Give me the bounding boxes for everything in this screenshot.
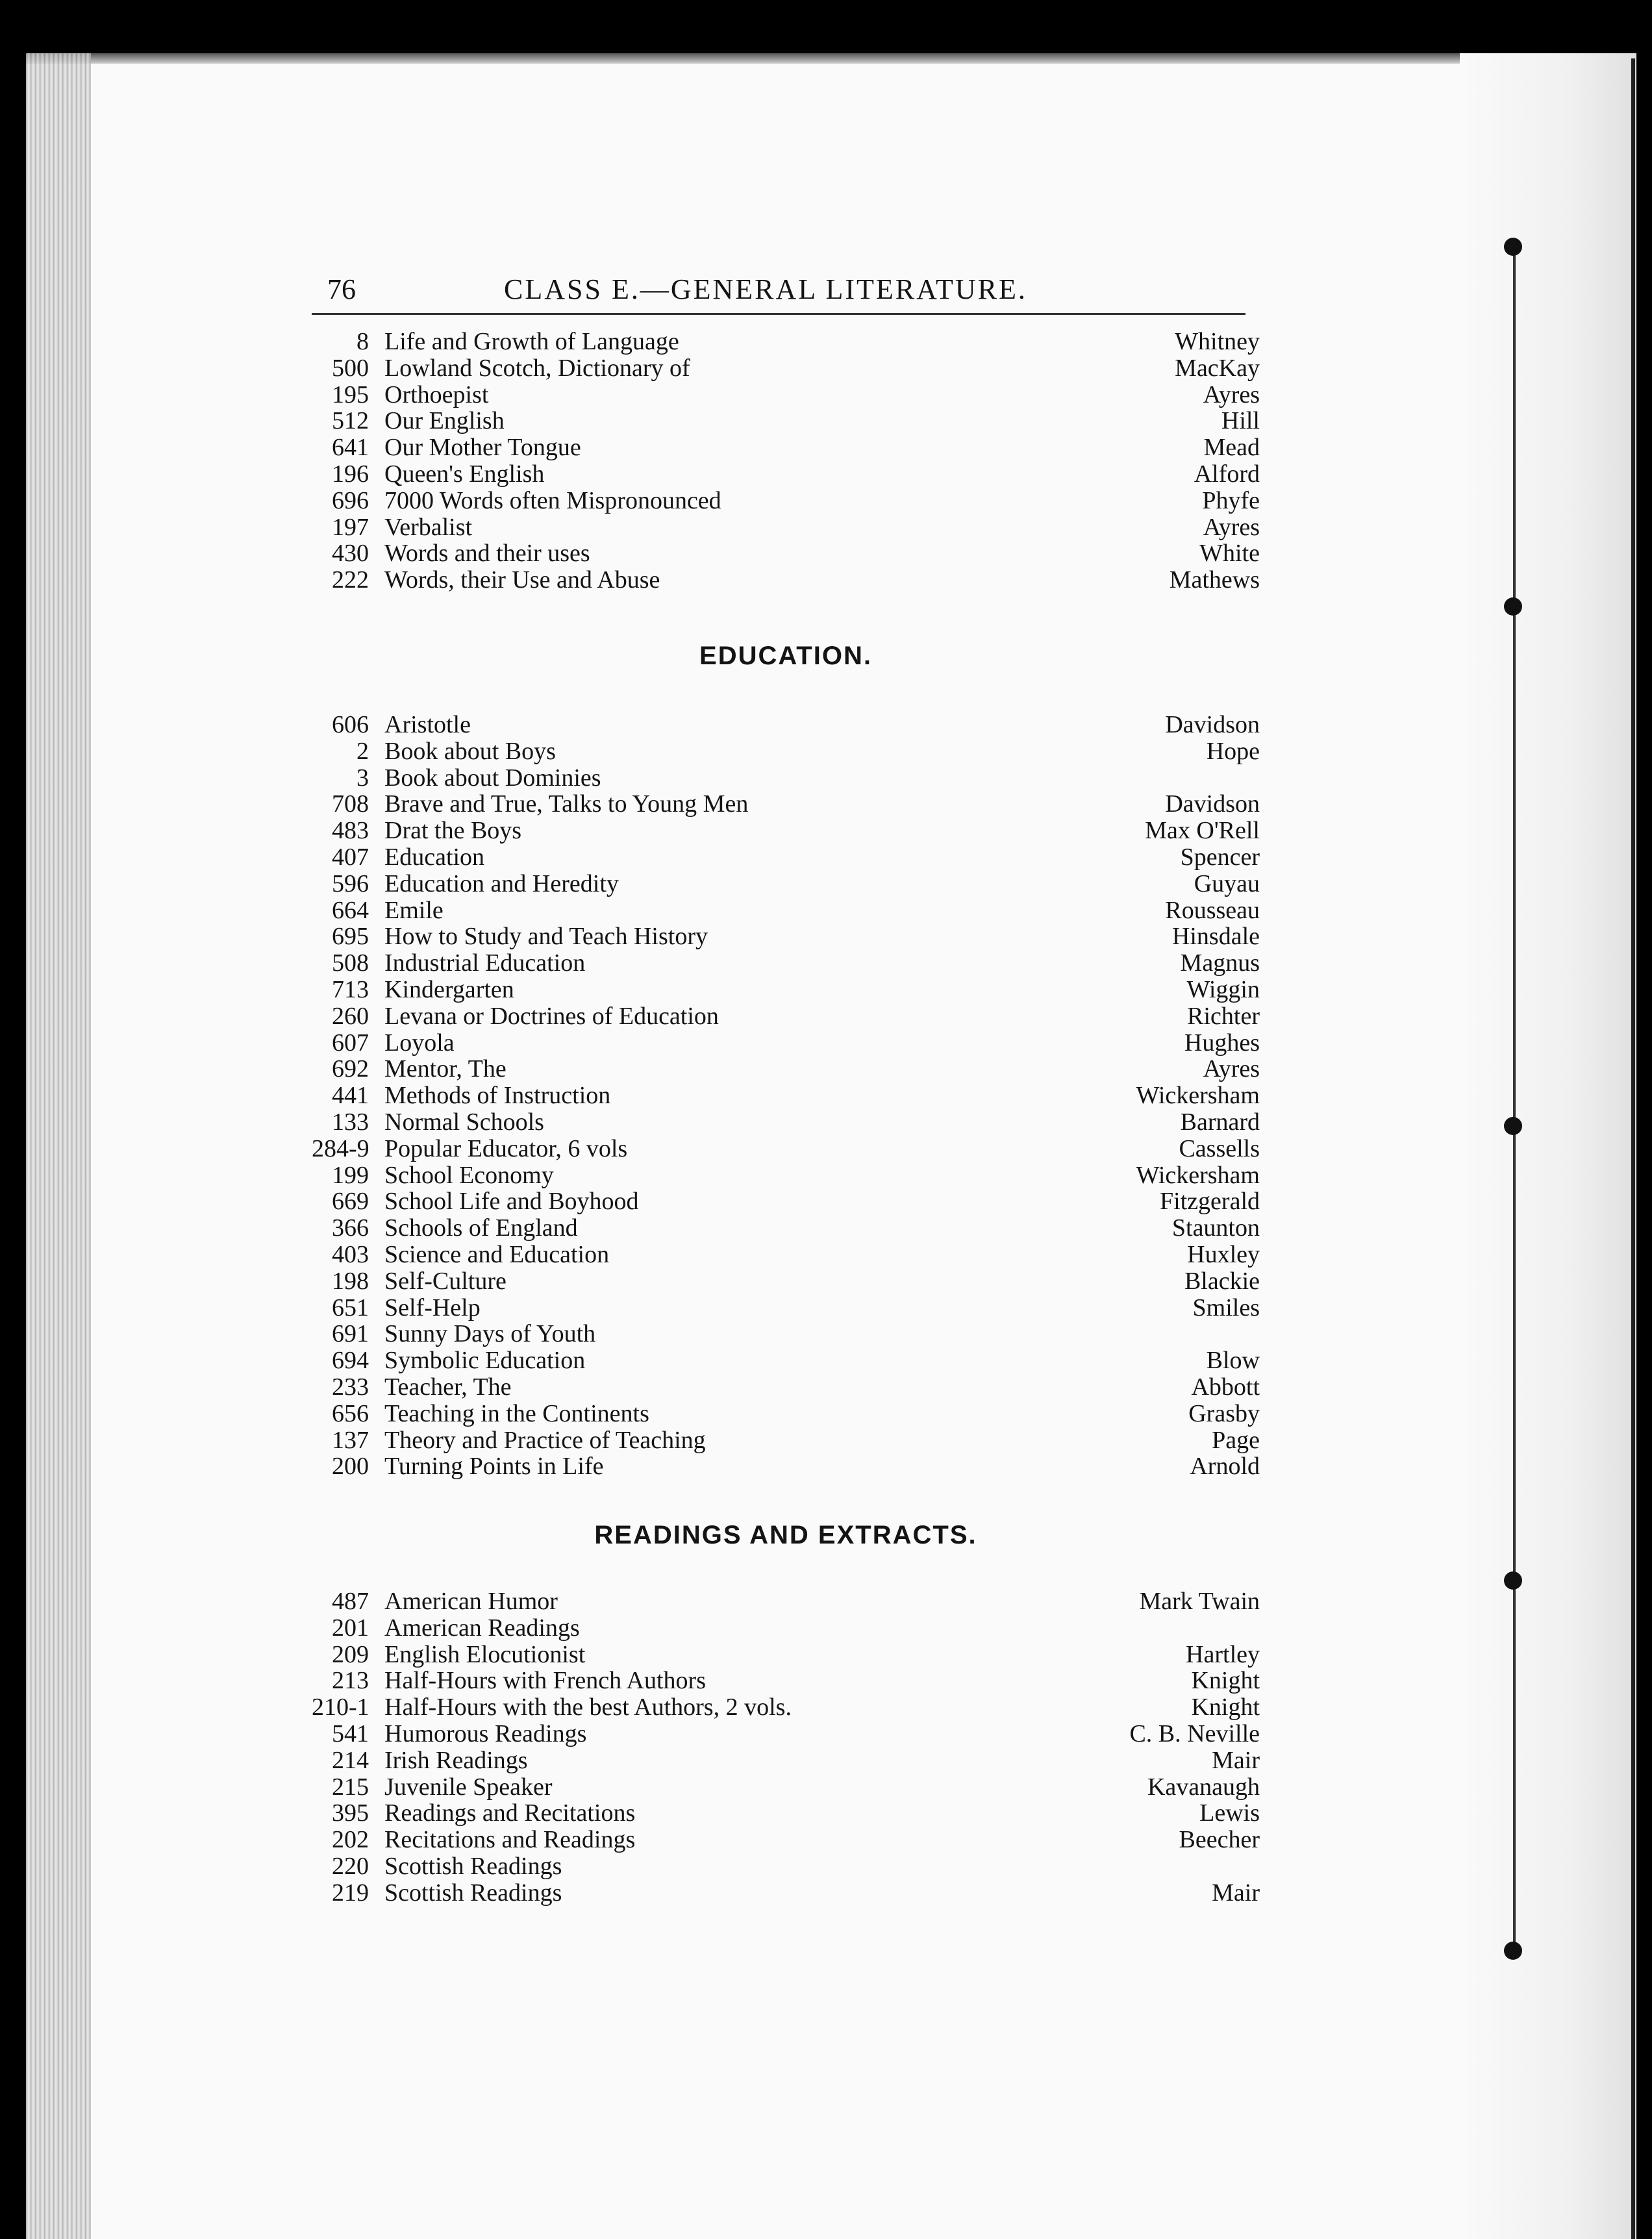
entry-author: Fitzgerald	[1159, 1188, 1260, 1216]
section-heading-education: EDUCATION.	[699, 642, 872, 670]
entry-title: Book about Boys	[384, 737, 556, 765]
entry-number: 694	[332, 1347, 369, 1375]
entry-author: Staunton	[1171, 1214, 1260, 1242]
entry-title: Theory and Practice of Teaching	[384, 1426, 706, 1454]
entry-title: Lowland Scotch, Dictionary of	[384, 354, 690, 382]
catalogue-entry	[312, 1747, 1260, 1774]
entry-number: 651	[332, 1294, 369, 1321]
entry-title: Education	[384, 843, 485, 871]
entry-title: Schools of England	[384, 1214, 578, 1242]
catalogue-entry	[312, 382, 1260, 408]
entry-number: 508	[332, 949, 369, 977]
catalogue-entry	[312, 1268, 1260, 1295]
entry-number: 202	[332, 1826, 369, 1854]
catalogue-entry	[312, 1215, 1260, 1242]
entry-title: Readings and Recitations	[384, 1799, 636, 1827]
readings-list	[312, 1588, 1260, 1907]
catalogue-entry	[312, 355, 1260, 382]
running-title: CLASS E.—GENERAL LITERATURE.	[504, 273, 1027, 305]
entry-title: Words, their Use and Abuse	[384, 566, 660, 594]
entry-title: Queen's English	[384, 460, 545, 488]
entry-number: 200	[332, 1453, 369, 1481]
entry-title: Sunny Days of Youth	[384, 1320, 596, 1348]
entry-number: 199	[332, 1161, 369, 1189]
entry-author: Hartley	[1186, 1640, 1260, 1668]
catalogue-entry	[312, 765, 1260, 792]
catalogue-entry	[312, 1827, 1260, 1853]
catalogue-entry	[312, 1721, 1260, 1747]
entry-title: Book about Dominies	[384, 764, 601, 792]
catalogue-entry	[312, 1880, 1260, 1907]
entry-author: Magnus	[1180, 949, 1260, 977]
catalogue-entry	[312, 923, 1260, 950]
catalogue-entry	[312, 488, 1260, 514]
catalogue-entry	[312, 871, 1260, 897]
catalogue-entry	[312, 818, 1260, 844]
entry-title: Education and Heredity	[384, 869, 619, 897]
entry-title: School Life and Boyhood	[384, 1188, 639, 1216]
binding-thread	[1513, 247, 1516, 1948]
language-list	[312, 329, 1260, 594]
page-spine	[1631, 58, 1635, 2239]
entry-number: 3	[357, 764, 369, 792]
entry-author: Wickersham	[1136, 1082, 1260, 1110]
entry-author: Abbott	[1191, 1373, 1260, 1401]
entry-number: 220	[332, 1852, 369, 1880]
entry-title: How to Study and Teach History	[384, 923, 708, 951]
entry-title: Aristotle	[384, 711, 471, 738]
entry-number: 713	[332, 975, 369, 1003]
entry-number: 219	[332, 1879, 369, 1907]
catalogue-entry	[312, 1453, 1260, 1480]
catalogue-entry	[312, 434, 1260, 461]
entry-title: American Humor	[384, 1588, 558, 1615]
catalogue-entry	[312, 977, 1260, 1003]
entry-number: 483	[332, 817, 369, 845]
entry-number: 664	[332, 896, 369, 924]
entry-author: Hill	[1221, 407, 1260, 435]
entry-number: 284-9	[312, 1134, 369, 1162]
entry-title: Orthoepist	[384, 381, 489, 408]
stitch-mark	[1504, 1117, 1522, 1135]
entry-title: Our Mother Tongue	[384, 434, 581, 462]
education-list	[312, 712, 1260, 1480]
entry-number: 196	[332, 460, 369, 488]
catalogue-entry	[312, 1295, 1260, 1321]
entry-number: 395	[332, 1799, 369, 1827]
catalogue-entry	[312, 329, 1260, 355]
catalogue-entry	[312, 1136, 1260, 1162]
entry-title: Normal Schools	[384, 1108, 544, 1136]
entry-number: 403	[332, 1240, 369, 1268]
entry-title: Brave and True, Talks to Young Men	[384, 790, 749, 818]
entry-author: Ayres	[1203, 513, 1260, 541]
entry-author: Richter	[1187, 1002, 1260, 1030]
entry-title: Humorous Readings	[384, 1720, 587, 1747]
catalogue-entry	[312, 1242, 1260, 1268]
entry-author: Cassells	[1179, 1134, 1260, 1162]
entry-number: 260	[332, 1002, 369, 1030]
catalogue-entry	[312, 567, 1260, 594]
entry-title: American Readings	[384, 1614, 580, 1642]
stitch-mark	[1504, 1571, 1522, 1590]
entry-author: Arnold	[1190, 1453, 1260, 1481]
entry-title: Scottish Readings	[384, 1852, 562, 1880]
entry-author: Huxley	[1187, 1240, 1260, 1268]
entry-number: 430	[332, 540, 369, 568]
entry-author: Kavanaugh	[1147, 1773, 1260, 1801]
entry-title: Life and Growth of Language	[384, 328, 679, 355]
catalogue-entry	[312, 1347, 1260, 1374]
entry-number: 441	[332, 1082, 369, 1110]
entry-author: Barnard	[1180, 1108, 1260, 1136]
catalogue-entry	[312, 844, 1260, 871]
catalogue-entry	[312, 1082, 1260, 1109]
entry-title: Science and Education	[384, 1240, 610, 1268]
entry-author: Knight	[1191, 1694, 1260, 1721]
entry-number: 692	[332, 1055, 369, 1083]
entry-author: Hope	[1206, 737, 1260, 765]
entry-author: Wickersham	[1136, 1161, 1260, 1189]
entry-number: 669	[332, 1188, 369, 1216]
entry-author: MacKay	[1175, 354, 1260, 382]
entry-author: Blackie	[1184, 1267, 1260, 1295]
entry-title: Emile	[384, 896, 444, 924]
entry-title: Words and their uses	[384, 540, 590, 568]
entry-title: Teaching in the Continents	[384, 1399, 649, 1427]
entry-number: 2	[357, 737, 369, 765]
catalogue-entry	[312, 408, 1260, 434]
entry-title: Half-Hours with the best Authors, 2 vols.	[384, 1694, 792, 1721]
entry-title: Self-Culture	[384, 1267, 507, 1295]
entry-number: 214	[332, 1746, 369, 1774]
catalogue-entry	[312, 1401, 1260, 1427]
stitch-mark	[1504, 597, 1522, 616]
entry-author: Mathews	[1169, 566, 1260, 594]
entry-author: C. B. Neville	[1129, 1720, 1260, 1747]
entry-author: Blow	[1206, 1347, 1260, 1375]
entry-title: School Economy	[384, 1161, 554, 1189]
entry-title: Scottish Readings	[384, 1879, 562, 1907]
entry-number: 366	[332, 1214, 369, 1242]
entry-author: Mark Twain	[1139, 1588, 1260, 1615]
section-heading-readings: READINGS AND EXTRACTS.	[594, 1521, 977, 1549]
catalogue-entry	[312, 738, 1260, 765]
entry-number: 691	[332, 1320, 369, 1348]
catalogue-entry	[312, 1588, 1260, 1615]
entry-number: 641	[332, 434, 369, 462]
entry-title: Verbalist	[384, 513, 473, 541]
entry-title: Loyola	[384, 1029, 455, 1057]
entry-title: Turning Points in Life	[384, 1453, 604, 1481]
catalogue-entry	[312, 897, 1260, 924]
binding-gutter	[1460, 53, 1636, 2239]
catalogue-entry	[312, 712, 1260, 738]
catalogue-entry	[312, 1030, 1260, 1057]
entry-author: Alford	[1194, 460, 1260, 488]
catalogue-entry	[312, 1162, 1260, 1189]
entry-title: Methods of Instruction	[384, 1082, 611, 1110]
entry-number: 197	[332, 513, 369, 541]
entry-number: 596	[332, 869, 369, 897]
entry-author: Whitney	[1175, 328, 1260, 355]
entry-author: Davidson	[1165, 790, 1260, 818]
entry-author: Ayres	[1203, 381, 1260, 408]
entry-author: Phyfe	[1202, 486, 1260, 514]
entry-number: 606	[332, 711, 369, 738]
entry-title: Mentor, The	[384, 1055, 507, 1083]
entry-title: Recitations and Readings	[384, 1826, 636, 1854]
entry-number: 607	[332, 1029, 369, 1057]
catalogue-entry	[312, 1003, 1260, 1030]
entry-number: 209	[332, 1640, 369, 1668]
entry-author: Hinsdale	[1171, 923, 1260, 951]
catalogue-entry	[312, 514, 1260, 541]
entry-author: Mair	[1212, 1879, 1260, 1907]
catalogue-entry	[312, 950, 1260, 977]
page-stack-edge	[26, 53, 91, 2239]
entry-author: Grasby	[1188, 1399, 1260, 1427]
entry-number: 201	[332, 1614, 369, 1642]
entry-number: 213	[332, 1667, 369, 1695]
catalogue-entry	[312, 1321, 1260, 1347]
entry-author: Lewis	[1199, 1799, 1260, 1827]
entry-title: Half-Hours with French Authors	[384, 1667, 706, 1695]
entry-number: 137	[332, 1426, 369, 1454]
catalogue-entry	[312, 1668, 1260, 1694]
page-number: 76	[327, 273, 356, 305]
catalogue-entry	[312, 1853, 1260, 1880]
catalogue-entry	[312, 1056, 1260, 1082]
entry-title: Levana or Doctrines of Education	[384, 1002, 719, 1030]
catalogue-entry	[312, 1774, 1260, 1801]
entry-author: Rousseau	[1165, 896, 1260, 924]
entry-number: 210-1	[312, 1694, 369, 1721]
entry-number: 215	[332, 1773, 369, 1801]
entry-number: 233	[332, 1373, 369, 1401]
entry-author: Ayres	[1203, 1055, 1260, 1083]
entry-number: 487	[332, 1588, 369, 1615]
entry-title: Teacher, The	[384, 1373, 512, 1401]
entry-number: 8	[357, 328, 369, 355]
entry-title: Popular Educator, 6 vols	[384, 1134, 628, 1162]
page-header	[312, 268, 1245, 315]
catalogue-entry	[312, 540, 1260, 567]
entry-title: Self-Help	[384, 1294, 481, 1321]
catalogue-entry	[312, 1642, 1260, 1668]
entry-author: Knight	[1191, 1667, 1260, 1695]
entry-title: Drat the Boys	[384, 817, 522, 845]
catalogue-entry	[312, 1694, 1260, 1721]
catalogue-entry	[312, 1188, 1260, 1215]
entry-number: 407	[332, 843, 369, 871]
catalogue-entry	[312, 1374, 1260, 1401]
entry-number: 708	[332, 790, 369, 818]
entry-number: 222	[332, 566, 369, 594]
entry-number: 195	[332, 381, 369, 408]
entry-title: Symbolic Education	[384, 1347, 586, 1375]
catalogue-entry	[312, 1615, 1260, 1642]
entry-author: Spencer	[1180, 843, 1260, 871]
entry-author: White	[1199, 540, 1260, 568]
entry-number: 500	[332, 354, 369, 382]
entry-number: 541	[332, 1720, 369, 1747]
entry-number: 198	[332, 1267, 369, 1295]
entry-number: 696	[332, 486, 369, 514]
catalogue-entry	[312, 461, 1260, 488]
entry-author: Beecher	[1179, 1826, 1260, 1854]
entry-author: Page	[1212, 1426, 1260, 1454]
entry-author: Mead	[1203, 434, 1260, 462]
entry-author: Hughes	[1184, 1029, 1260, 1057]
entry-title: Industrial Education	[384, 949, 586, 977]
entry-author: Mair	[1212, 1746, 1260, 1774]
entry-title: Kindergarten	[384, 975, 514, 1003]
entry-title: Our English	[384, 407, 505, 435]
entry-number: 656	[332, 1399, 369, 1427]
entry-number: 133	[332, 1108, 369, 1136]
catalogue-entry	[312, 1800, 1260, 1827]
entry-title: Juvenile Speaker	[384, 1773, 553, 1801]
page-top-edge	[26, 53, 1636, 64]
entry-number: 695	[332, 923, 369, 951]
entry-title: English Elocutionist	[384, 1640, 586, 1668]
entry-author: Wiggin	[1186, 975, 1260, 1003]
entry-author: Davidson	[1165, 711, 1260, 738]
stitch-mark	[1504, 1942, 1522, 1960]
entry-number: 512	[332, 407, 369, 435]
catalogue-entry	[312, 1427, 1260, 1454]
stitch-mark	[1504, 238, 1522, 256]
entry-author: Guyau	[1194, 869, 1260, 897]
catalogue-entry	[312, 791, 1260, 818]
entry-author: Max O'Rell	[1145, 817, 1260, 845]
catalogue-entry	[312, 1109, 1260, 1136]
entry-author: Smiles	[1192, 1294, 1260, 1321]
entry-title: Irish Readings	[384, 1746, 528, 1774]
entry-title: 7000 Words often Mispronounced	[384, 486, 721, 514]
